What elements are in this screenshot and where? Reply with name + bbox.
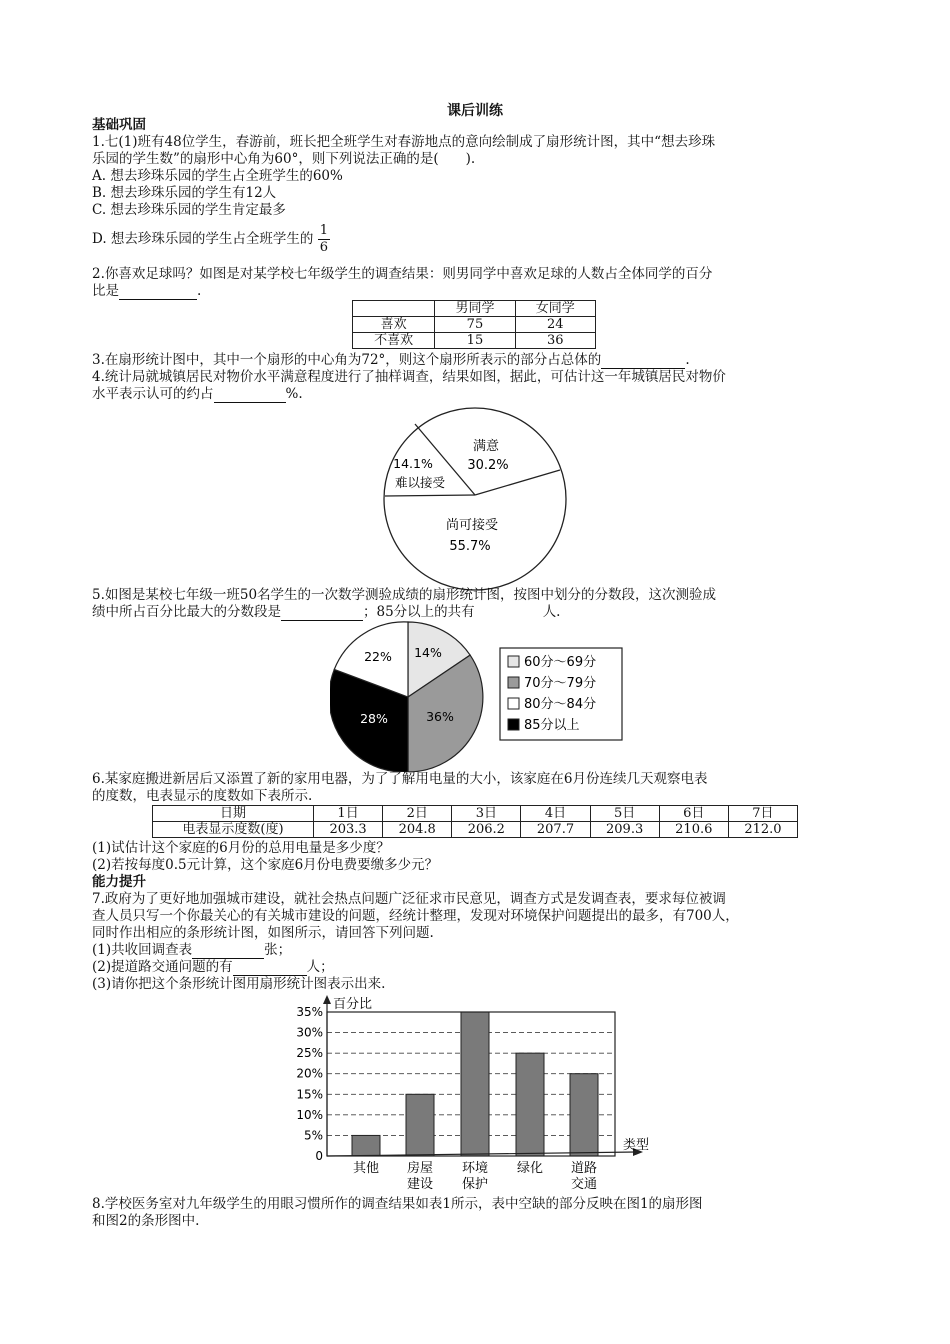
q3-line [92,352,690,369]
q2-table [352,300,596,349]
q2-table-cell: 女同学 [515,301,595,317]
q6-table-cell: 3日 [452,806,521,822]
q2-table-cell: 不喜欢 [353,333,435,349]
q5-answer-blank-1[interactable] [281,607,363,621]
q3-text: 3.在扇形统计图中，其中一个扇形的中心角为72°，则这个扇形所表示的部分占总体的 [92,352,602,368]
bar-chart-bars [352,1012,598,1156]
bar-chart-bar [516,1053,544,1156]
q4-pie-chart [380,404,570,594]
q7-answer-blank-2[interactable] [233,962,307,976]
q6-table-cell: 7日 [728,806,797,822]
q2-line2-end: . [197,283,202,299]
q7-sub1-end: 张； [264,942,292,958]
q4-line2-end: %. [285,386,303,402]
q5-legend-label: 70分～79分 [524,676,597,691]
q3-end: . [685,352,690,368]
section-basic-heading: 基础巩固 [92,117,146,133]
q6-table-cell: 207.7 [521,822,590,838]
bar-chart-category-label: 房屋 [406,1161,434,1176]
q7-line2: 查人员只写一个你最关心的有关城市建设的问题，经统计整理，发现对环境保护问题提出的最多，有700人， [92,908,739,924]
section-advanced-heading: 能力提升 [92,874,146,890]
bar-chart-category-label: 绿化 [516,1161,544,1176]
bar-chart-y-tick: 5% [303,1128,323,1143]
q5-line2-text-a: 绩中所占百分比最大的分数段是 [92,604,281,620]
q1-fraction-numerator: 1 [319,223,329,238]
q5-line1: 5.如图是某校七年级一班50名学生的一次数学测验成绩的扇形统计图，按图中划分的分数段，这次测验成 [92,587,717,603]
q2-table-cell: 男同学 [435,301,515,317]
q1-option-b: B. 想去珍珠乐园的学生有12人 [92,185,277,201]
q7-sub1-text: (1)共收回调查表 [92,942,193,958]
q4-slice-value: 30.2% [467,458,509,473]
q6-table-cell: 212.0 [728,822,797,838]
bar-chart-y-tick: 35% [296,1005,323,1019]
q6-table-cell: 6日 [659,806,728,822]
q4-slice-value: 14.1% [393,456,433,471]
bar-chart-bar [461,1012,489,1156]
q5-pie-chart [330,620,630,772]
q6-table [152,805,798,838]
bar-chart-category-label: 其他 [352,1161,380,1176]
bar-chart-x-label: 类型 [623,1138,650,1153]
q6-table-cell: 2日 [383,806,452,822]
q4-slice-label: 尚可接受 [445,518,499,533]
q5-line2-text-b: ；85分以上的共有 [363,604,475,620]
q3-answer-blank[interactable] [601,355,685,369]
bar-chart-bar [570,1074,598,1156]
q1-option-c: C. 想去珍珠乐园的学生肯定最多 [92,202,286,218]
q7-sub2-text: (2)提道路交通问题的有 [92,959,233,975]
bar-chart-category-label: 交通 [570,1177,598,1192]
q8-line1: 8.学校医务室对九年级学生的用眼习惯所作的调查结果如表1所示，表中空缺的部分反映在图1的扇形图 [92,1196,703,1212]
bar-chart-y-arrow [323,995,331,1004]
q1-option-d [92,222,330,256]
q4-answer-blank[interactable] [214,389,286,403]
q6-line2: 的度数，电表显示的度数如下表所示. [92,788,313,804]
q2-table-cell: 24 [515,317,595,333]
q1-option-d-text: D. 想去珍珠乐园的学生占全班学生的 [92,231,314,247]
q7-answer-blank-1[interactable] [192,945,264,959]
q2-line2 [92,283,201,300]
q7-line3: 同时作出相应的条形统计图，如图所示，请回答下列问题. [92,925,434,941]
q1-fraction [318,223,330,256]
q6-table-cell: 203.3 [314,822,383,838]
q6-table-cell: 209.3 [590,822,659,838]
q2-table-row [353,317,596,333]
q2-table-header-row [353,301,596,317]
bar-chart-bar [406,1094,434,1156]
q5-slice-label: 36% [426,709,454,724]
q6-table-cell: 210.6 [659,822,728,838]
q5-legend-swatch [508,677,519,688]
q4-slice-label: 满意 [472,439,500,454]
q5-legend-label: 60分～69分 [524,655,597,670]
q4-line1: 4.统计局就城镇居民对物价水平满意程度进行了抽样调查，结果如图，据此，可估计这一年城镇居民对物价 [92,369,726,385]
q5-slice-label: 28% [360,711,388,726]
bar-chart-category-label: 保护 [461,1177,489,1192]
q2-line2-text: 比是 [92,283,119,299]
q7-bar-chart [285,992,665,1192]
q2-table-cell: 喜欢 [353,317,435,333]
bar-chart-y-tick: 20% [296,1066,323,1081]
bar-chart-x-labels [353,1160,597,1192]
q6-table-cell: 206.2 [452,822,521,838]
q2-table-cell: 15 [435,333,515,349]
q6-sub1: (1)试估计这个家庭的6月份的总用电量是多少度？ [92,840,390,856]
q7-sub2-end: 人； [306,959,334,975]
q4-slice-value: 55.7% [449,539,491,554]
q2-line1: 2.你喜欢足球吗？如图是对某学校七年级学生的调查结果：则男同学中喜欢足球的人数占全体同学的百分 [92,266,713,282]
bar-chart-category-label: 道路 [570,1161,598,1176]
q6-table-row [153,822,798,838]
bar-chart-y-tick: 25% [296,1046,323,1061]
q1-fraction-denominator: 6 [319,240,329,255]
q5-legend-swatch [508,698,519,709]
q5-slice-label: 14% [414,645,442,660]
q5-line2-text-c: 人. [542,604,561,620]
q5-legend-label: 85分以上 [524,718,580,733]
bar-chart-category-label: 建设 [406,1177,434,1192]
q1-option-a: A. 想去珍珠乐园的学生占全班学生的60% [92,168,343,184]
q4-slice-label: 难以接受 [394,475,446,490]
bar-chart-y-tick: 30% [296,1025,323,1040]
bar-chart-y-ticks [296,1005,323,1163]
q5-legend-label: 80分～84分 [524,697,597,712]
q6-table-cell: 电表显示度数(度) [153,822,314,838]
q4-line2-text: 水平表示认可的约占 [92,386,214,402]
q6-table-cell: 1日 [314,806,383,822]
bar-chart-y-tick: 0 [315,1149,323,1163]
q2-table-row [353,333,596,349]
q2-table-cell [353,301,435,317]
bar-chart-category-label: 环境 [461,1161,489,1176]
q6-table-cell: 4日 [521,806,590,822]
bar-chart-y-label: 百分比 [333,997,373,1012]
q7-line1: 7.政府为了更好地加强城市建设，就社会热点问题广泛征求市民意见，调查方式是发调查表，要求每位被调 [92,891,726,907]
q7-sub3: (3)请你把这个条形统计图用扇形统计图表示出来. [92,976,386,992]
q6-table-cell: 5日 [590,806,659,822]
q1-line1: 1.七(1)班有48位学生，春游前，班长把全班学生对春游地点的意向绘制成了扇形统计图，其中“想去珍珠 [92,134,716,150]
q5-slice-label: 22% [364,649,392,664]
q5-legend-swatch [508,719,519,730]
page-title: 课后训练 [447,103,503,119]
q1-line2: 乐园的学生数”的扇形中心角为60°，则下列说法正确的是( ). [92,151,476,167]
q8-line2: 和图2的条形图中. [92,1213,200,1229]
q2-table-cell: 36 [515,333,595,349]
q6-sub2: (2)若按每度0.5元计算，这个家庭6月份电费要缴多少元？ [92,857,439,873]
q7-sub1 [92,942,291,959]
q4-line2 [92,386,303,403]
bar-chart-y-tick: 15% [296,1087,323,1102]
q5-legend-swatch [508,656,519,667]
q7-sub2 [92,959,334,976]
bar-chart-y-tick: 10% [296,1107,323,1122]
q2-table-cell: 75 [435,317,515,333]
q5-line2 [92,604,560,621]
bar-chart-bar [352,1135,380,1156]
q4-pie-outline [384,408,566,590]
q2-answer-blank[interactable] [119,286,197,300]
q6-line1: 6.某家庭搬进新居后又添置了新的家用电器，为了了解用电量的大小，该家庭在6月份连续几天观察电表 [92,771,708,787]
q6-table-cell: 日期 [153,806,314,822]
q6-table-header-row [153,806,798,822]
q6-table-cell: 204.8 [383,822,452,838]
